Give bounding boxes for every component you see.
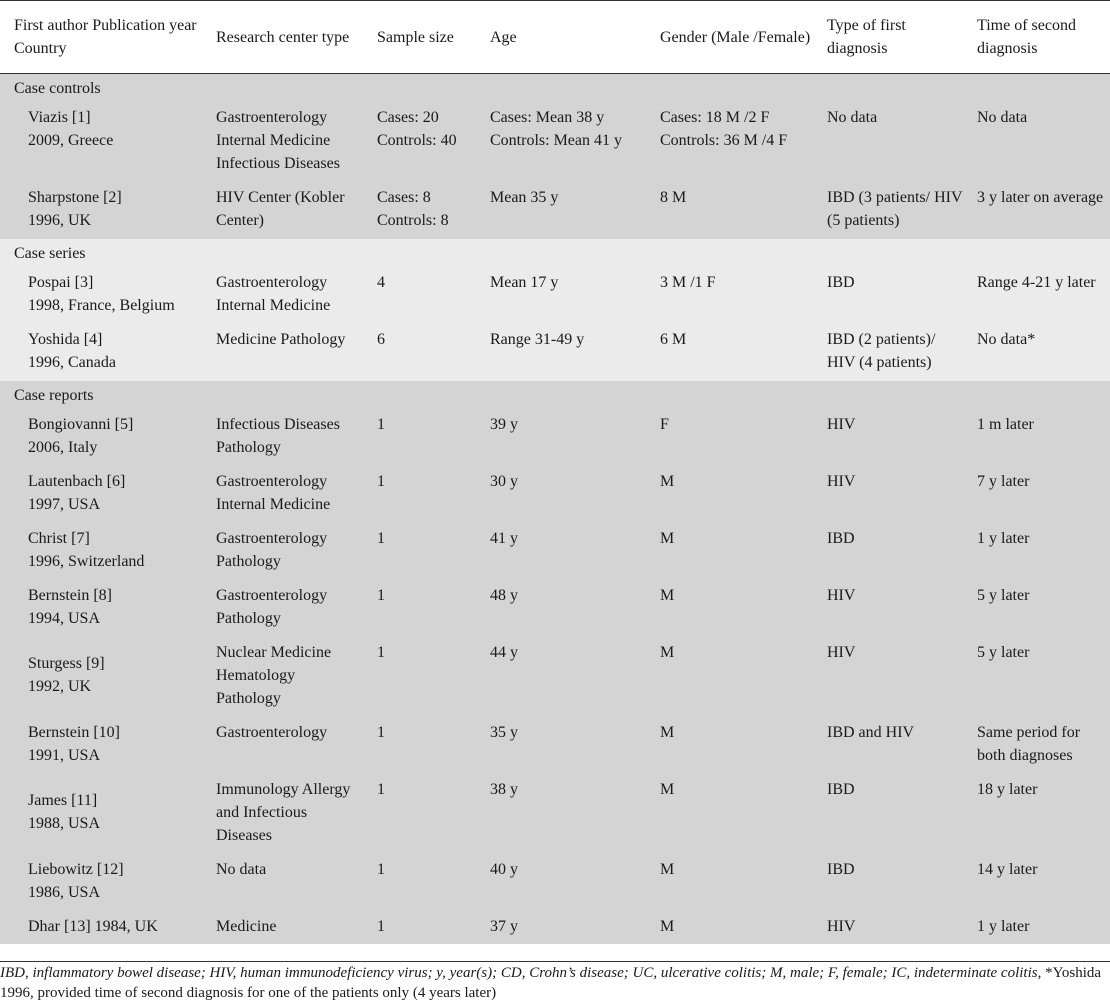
gender-cell: M xyxy=(660,530,675,547)
second-diagnosis-cell: 5 y later xyxy=(977,644,1030,661)
age-cell: 41 y xyxy=(490,530,518,547)
second-diagnosis-cell: 5 y later xyxy=(977,587,1030,604)
publication-info: 2006, Italy xyxy=(28,439,98,456)
author-cell xyxy=(0,641,202,717)
publication-info: 1997, USA xyxy=(28,496,101,513)
first-diagnosis-cell: IBD xyxy=(827,530,855,547)
header-cell: Type of first diagnosis xyxy=(827,17,906,57)
age-cell: Range 31-49 y xyxy=(490,331,585,348)
author-name: Bernstein [10] xyxy=(28,724,120,741)
second-diagnosis-cell: 3 y later on average xyxy=(977,189,1104,206)
author-cell xyxy=(0,778,202,854)
publication-info: 1998, France, Belgium xyxy=(28,297,175,314)
publication-info: 1992, UK xyxy=(28,678,92,695)
author-cell xyxy=(0,186,202,239)
publication-info: 1991, USA xyxy=(28,747,101,764)
sample-cell: 1 xyxy=(377,644,385,661)
first-diagnosis-cell: IBD and HIV xyxy=(827,724,915,741)
author-cell xyxy=(0,413,202,466)
group-heading-case-controls: Case controls xyxy=(0,74,1110,102)
gender-cell: M xyxy=(660,587,675,604)
second-diagnosis-cell: No data* xyxy=(977,331,1036,348)
publication-info: 1988, USA xyxy=(28,815,101,832)
center-cell: Gastroenterology Pathology xyxy=(216,587,328,627)
sample-cell: 1 xyxy=(377,416,385,433)
first-diagnosis-cell: HIV xyxy=(827,473,856,490)
sample-cell: Cases: 8 Controls: 8 xyxy=(377,189,449,229)
publication-info: 2009, Greece xyxy=(28,132,114,149)
sample-cell: 1 xyxy=(377,724,385,741)
gender-cell: 8 M xyxy=(660,189,687,206)
age-cell: 44 y xyxy=(490,644,518,661)
sample-cell: 1 xyxy=(377,861,385,878)
first-diagnosis-cell: HIV xyxy=(827,587,856,604)
gender-cell: M xyxy=(660,861,675,878)
header-cell: First author Publication year Country xyxy=(14,17,197,57)
table-row xyxy=(0,324,1110,381)
table-row xyxy=(0,267,1110,324)
header-cell: Sample size xyxy=(377,28,454,46)
center-cell: Medicine Pathology xyxy=(216,331,346,348)
table-row xyxy=(0,717,1110,774)
center-cell: No data xyxy=(216,861,267,878)
age-cell: 48 y xyxy=(490,587,518,604)
header-cell: Time of second diagnosis xyxy=(977,17,1076,57)
author-name: Christ [7] xyxy=(28,530,90,547)
second-diagnosis-cell: 14 y later xyxy=(977,861,1038,878)
gender-cell: M xyxy=(660,918,675,935)
publication-info: 1994, USA xyxy=(28,610,101,627)
center-cell: Gastroenterology Internal Medicine xyxy=(216,274,331,314)
sample-cell: 4 xyxy=(377,274,385,291)
second-diagnosis-cell: 1 y later xyxy=(977,918,1030,935)
author-name: Dhar [13] 1984, UK xyxy=(28,918,158,935)
second-diagnosis-cell: Same period for both diagnoses xyxy=(977,724,1081,764)
age-cell: 39 y xyxy=(490,416,518,433)
table-row xyxy=(0,523,1110,580)
sample-cell: Cases: 20 Controls: 40 xyxy=(377,109,457,149)
publication-info: 1996, Canada xyxy=(28,354,116,371)
gender-cell: M xyxy=(660,644,675,661)
author-cell xyxy=(0,106,202,182)
center-cell: Immunology Allergy and Infectious Diseases xyxy=(216,781,351,844)
sample-cell: 1 xyxy=(377,918,385,935)
author-name: James [11] xyxy=(28,792,98,809)
group-heading-case-reports: Case reports xyxy=(0,381,1110,409)
table-row xyxy=(0,774,1110,854)
center-cell: Nuclear Medicine Hematology Pathology xyxy=(216,644,332,707)
group-heading-case-series: Case series xyxy=(0,239,1110,267)
table-row xyxy=(0,854,1110,911)
center-cell: Medicine xyxy=(216,918,277,935)
second-diagnosis-cell: 1 y later xyxy=(977,530,1030,547)
first-diagnosis-cell: IBD (2 patients)/ HIV (4 patients) xyxy=(827,331,936,371)
gender-cell: M xyxy=(660,473,675,490)
center-cell: Gastroenterology Internal Medicine Infectious Diseases xyxy=(216,109,340,172)
table-row xyxy=(0,911,1110,944)
table-footnote xyxy=(0,961,1110,1003)
age-cell: 30 y xyxy=(490,473,518,490)
author-cell xyxy=(0,915,202,944)
sample-cell: 6 xyxy=(377,331,385,348)
center-cell: Gastroenterology xyxy=(216,724,328,741)
author-name: Sturgess [9] xyxy=(28,655,105,672)
second-diagnosis-cell: 7 y later xyxy=(977,473,1030,490)
author-name: Liebowitz [12] xyxy=(28,861,124,878)
author-cell xyxy=(0,584,202,637)
age-cell: 37 y xyxy=(490,918,518,935)
sample-cell: 1 xyxy=(377,587,385,604)
publication-info: 1986, USA xyxy=(28,884,101,901)
sample-cell: 1 xyxy=(377,781,385,798)
publication-info: 1996, Switzerland xyxy=(28,553,145,570)
age-cell: 38 y xyxy=(490,781,518,798)
author-name: Lautenbach [6] xyxy=(28,473,126,490)
author-cell xyxy=(0,721,202,774)
second-diagnosis-cell: No data xyxy=(977,109,1028,126)
footnote-note: , *Yoshida 1996, provided time of second diagnosis for one of the patients only (4 years later) xyxy=(0,965,1102,1001)
center-cell: Gastroenterology Internal Medicine xyxy=(216,473,331,513)
gender-cell: 6 M xyxy=(660,331,687,348)
author-name: Viazis [1] xyxy=(28,109,91,126)
center-cell: Infectious Diseases Pathology xyxy=(216,416,340,456)
author-cell xyxy=(0,271,202,324)
table-row xyxy=(0,409,1110,466)
first-diagnosis-cell: HIV xyxy=(827,644,856,661)
header-cell: Research center type xyxy=(216,28,350,46)
table-row xyxy=(0,182,1110,239)
author-cell xyxy=(0,527,202,580)
second-diagnosis-cell: 18 y later xyxy=(977,781,1038,798)
author-name: Sharpstone [2] xyxy=(28,189,122,206)
first-diagnosis-cell: IBD xyxy=(827,781,855,798)
gender-cell: 3 M /1 F xyxy=(660,274,716,291)
second-diagnosis-cell: 1 m later xyxy=(977,416,1034,433)
center-cell: HIV Center (Kobler Center) xyxy=(216,189,345,229)
first-diagnosis-cell: IBD (3 patients/ HIV (5 patients) xyxy=(827,189,963,229)
publication-info: 1996, UK xyxy=(28,212,92,229)
age-cell: Mean 35 y xyxy=(490,189,559,206)
age-cell: Cases: Mean 38 y Controls: Mean 41 y xyxy=(490,109,622,149)
first-diagnosis-cell: IBD xyxy=(827,274,855,291)
sample-cell: 1 xyxy=(377,473,385,490)
table-row xyxy=(0,637,1110,717)
header-cell: Gender (Male /Female) xyxy=(660,28,811,46)
gender-cell: F xyxy=(660,416,669,433)
age-cell: 40 y xyxy=(490,861,518,878)
author-cell xyxy=(0,470,202,523)
header-cell: Age xyxy=(490,28,517,46)
author-name: Yoshida [4] xyxy=(28,331,103,348)
gender-cell: M xyxy=(660,781,675,798)
table-row xyxy=(0,580,1110,637)
sample-cell: 1 xyxy=(377,530,385,547)
table-header-row xyxy=(0,0,1110,74)
author-name: Bongiovanni [5] xyxy=(28,416,134,433)
center-cell: Gastroenterology Pathology xyxy=(216,530,328,570)
author-name: Pospai [3] xyxy=(28,274,94,291)
footnote-abbreviations: IBD, inflammatory bowel disease; HIV, human immunodeficiency virus; y, year(s); CD, Crohn’s disease; UC, ulcerative colitis; M, male; F, female; IC, indeterminate colitis xyxy=(0,965,1038,981)
author-cell xyxy=(0,328,202,381)
first-diagnosis-cell: IBD xyxy=(827,861,855,878)
table-row xyxy=(0,102,1110,182)
gender-cell: M xyxy=(660,724,675,741)
second-diagnosis-cell: Range 4-21 y later xyxy=(977,274,1096,291)
author-name: Bernstein [8] xyxy=(28,587,112,604)
first-diagnosis-cell: HIV xyxy=(827,416,856,433)
age-cell: 35 y xyxy=(490,724,518,741)
table-row xyxy=(0,466,1110,523)
age-cell: Mean 17 y xyxy=(490,274,559,291)
author-cell xyxy=(0,858,202,911)
first-diagnosis-cell: No data xyxy=(827,109,878,126)
first-diagnosis-cell: HIV xyxy=(827,918,856,935)
gender-cell: Cases: 18 M /2 F Controls: 36 M /4 F xyxy=(660,109,788,149)
